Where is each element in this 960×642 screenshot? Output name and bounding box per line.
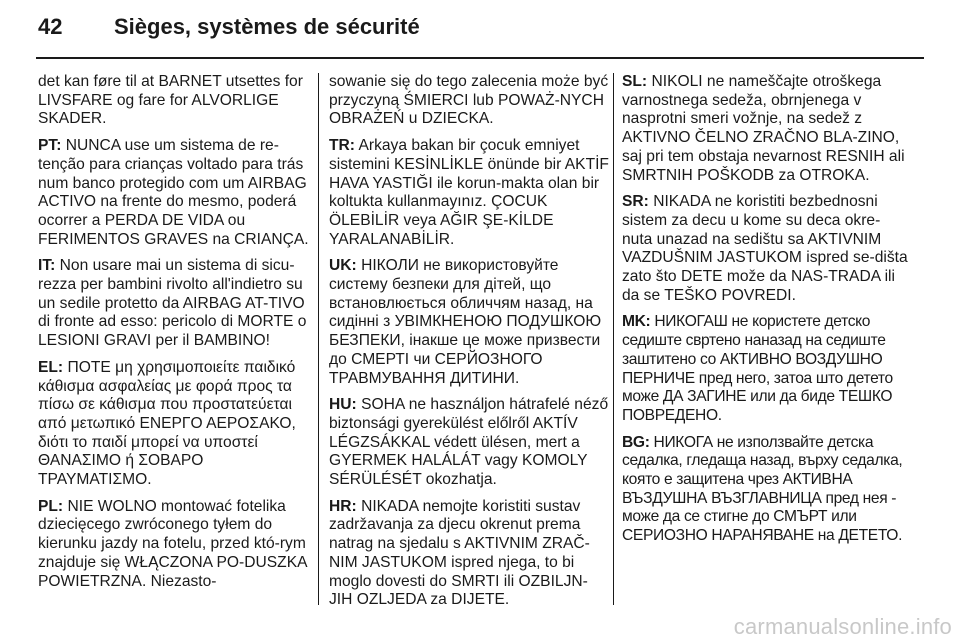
paragraph-continuation: sowanie się do tego zalecenia może być przyczyną ŚMIERCI lub POWAŻ-NYCH OBRAŻEŃ u DZIECKA. — [329, 73, 609, 128]
lang-code: MK: — [622, 313, 651, 331]
warning-sr: SR: NIKADA ne koristiti bezbednosni sistem za decu u kome su deca okre-nuta unazad na sedištu sa AKTIVNIM VAZDUŠNIM JASTUKOM ispred se-dišta zato što DETE može da NAS-TRADA ili da se TEŠKO POVREDI. — [622, 193, 908, 304]
section-title: Sièges, systèmes de sécurité — [114, 14, 420, 39]
warning-tr: TR: Arkaya bakan bir çocuk emniyet sistemini KESİNLİKLE önünde bir AKTİF HAVA YASTIĞI ile korun-makta olan bir koltukta kullanmayınız. ÇOCUK ÖLEBİLİR veya AĞIR ŞE-KİLDE YARALANABİLİR. — [329, 137, 609, 248]
lang-code: EL: — [38, 358, 64, 376]
warning-uk: UK: НІКОЛИ не використовуйте систему безпеки для дітей, що встановлюється обличчям назад, на сидінні з УВІМКНЕНОЮ ПОДУШКОЮ БЕЗПЕКИ, інакше це може призвести до СМЕРТІ чи СЕРЙОЗНОГО ТРАВМУВАННЯ ДИТИНИ. — [329, 257, 602, 387]
lang-code: TR: — [329, 137, 355, 155]
warning-pl: PL: NIE WOLNO montować fotelika dziecięcego zwróconego tyłem do kierunku jazdy na fotelu, przed któ-rym znajduje się WŁĄCZONA PO-DUSZKA POWIETRZNA. Niezasto- — [38, 497, 307, 590]
lang-code: SR: — [622, 193, 649, 211]
warning-bg: BG: НИКОГА не използвайте детска седалка, гледаща назад, върху седалка, която е защитена чрез АКТИВНА ВЪЗДУШНА ВЪЗГЛАВНИЦА пред нея - може да се стигне до СМЪРТ или СЕРИОЗНО НАРАНЯВАНЕ на ДЕТЕТО. — [622, 433, 903, 545]
lang-code: BG: — [622, 433, 650, 451]
lang-code: HU: — [329, 396, 357, 414]
column-1 — [38, 73, 310, 599]
lang-code: UK: — [329, 257, 357, 275]
page-number: 42 — [38, 14, 63, 39]
column-2 — [329, 73, 609, 618]
warning-hu: HU: SOHA ne használjon hátrafelé néző biztonsági gyerekülést előlről AKTÍV LÉGZSÁKKAL védett ülésen, mert a GYERMEK HALÁLÁT vagy KOMOLY SÉRÜLÉSÉT okozhatja. — [329, 396, 609, 489]
lang-code: SL: — [622, 73, 648, 90]
header-rule — [36, 57, 924, 59]
column-divider-1 — [318, 73, 319, 605]
lang-code: IT: — [38, 257, 56, 275]
warning-hr: HR: NIKADA nemojte koristiti sustav zadržavanja za djecu okrenut prema natrag na sjedalu s AKTIVNIM ZRAČ-NIM JASTUKOM ispred njega, to bi moglo dovesti do SMRTI ili OZBILJN-JIH OZLJEDA za DIJETE. — [329, 497, 590, 609]
warning-el: EL: ΠΟΤΕ μη χρησιμοποιείτε παιδικό κάθισμα ασφαλείας με φορά προς τα πίσω σε κάθισμα που προστατεύεται από μετωπικό ΕΝΕΡΓΟ ΑΕΡΟΣΑΚΟ, διότι το παιδί μπορεί να υποστεί ΘΑΝΑΣΙΜΟ ή ΣΟΒΑΡΟ ΤΡΑΥΜΑΤΙΣΜΟ. — [38, 358, 296, 489]
warning-mk: MK: НИКОГАШ не користете детско седиште свртено наназад на седиште заштитено со АКТИВНО ВОЗДУШНО ПЕРНИЧЕ пред него, затоа што детето може ДА ЗАГИНЕ или да биде ТЕШКО ПОВРЕДЕНО. — [622, 313, 893, 424]
warning-pt: PT: NUNCA use um sistema de re-tenção para crianças voltado para trás num banco protegido com um AIRBAG ACTIVO na frente do mesmo, poderá ocorrer a PERDA DE VIDA ou FERIMENTOS GRAVES na CRIANÇA. — [38, 137, 309, 248]
lang-code: PT: — [38, 137, 62, 155]
warning-it: IT: Non usare mai un sistema di sicu-rezza per bambini rivolto all'indietro su un sedile protetto da AIRBAG AT-TIVO di fronte ad esso: pericolo di MORTE o LESIONI GRAVI per il BAMBINO! — [38, 257, 307, 350]
column-divider-2 — [613, 73, 614, 605]
lang-code: PL: — [38, 497, 64, 515]
warning-sl: SL: NIKOLI ne nameščajte otroškega varnostnega sedeža, obrnjenega v nasprotni smeri vožnje, na sedež z AKTIVNO ČELNO ZRAČNO BLA-ZINO, saj pri tem obstaja nevarnost RESNIH ali SMRTNIH POŠKODB za OTROKA. — [622, 73, 905, 184]
lang-code: HR: — [329, 497, 357, 515]
watermark: carmanualsonline.info — [733, 614, 952, 639]
column-3 — [622, 73, 908, 554]
paragraph-continuation: det kan føre til at BARNET utsettes for LIVSFARE og fare for ALVORLIGE SKADER. — [38, 73, 303, 128]
page-header — [38, 14, 420, 50]
